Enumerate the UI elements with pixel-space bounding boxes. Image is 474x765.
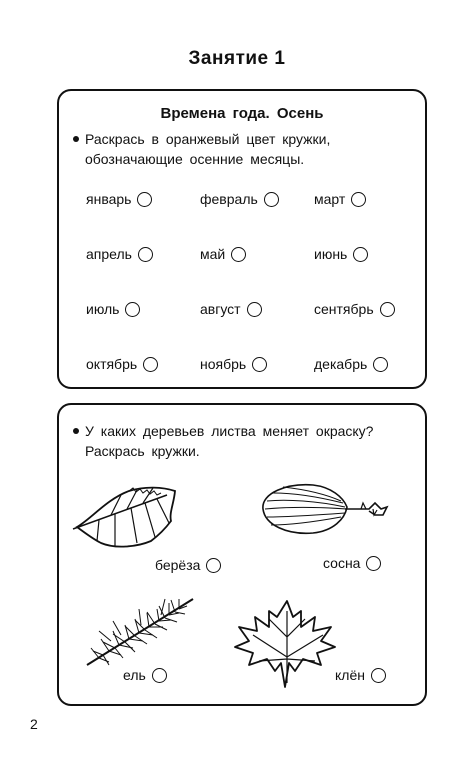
month-label: июнь [314, 246, 348, 262]
maple-leaf-icon [231, 597, 343, 689]
answer-circle[interactable] [143, 357, 158, 372]
month-label: декабрь [314, 356, 368, 372]
answer-circle[interactable] [231, 247, 246, 262]
month-label: март [314, 191, 346, 207]
answer-circle[interactable] [152, 668, 167, 683]
trees-box [57, 403, 427, 706]
answer-circle[interactable] [351, 192, 366, 207]
tree-label: сосна [323, 555, 361, 571]
month-option[interactable] [200, 356, 267, 372]
month-label: октябрь [86, 356, 138, 372]
month-option[interactable] [314, 191, 366, 207]
month-option[interactable] [86, 356, 158, 372]
answer-circle[interactable] [371, 668, 386, 683]
lesson-title: Занятие 1 [188, 48, 286, 69]
task-instruction [73, 421, 413, 461]
section-title: Времена года. Осень [160, 105, 324, 122]
answer-circle[interactable] [125, 302, 140, 317]
birch-leaf-icon [71, 483, 181, 553]
answer-circle[interactable] [252, 357, 267, 372]
month-option[interactable] [314, 246, 368, 262]
tree-option-spruce[interactable] [123, 667, 167, 683]
month-option[interactable] [86, 246, 153, 262]
month-option[interactable] [314, 301, 395, 317]
month-option[interactable] [86, 301, 140, 317]
instruction-text: Раскрась в оранжевый цвет кружки, обозначающие осенние месяцы. [85, 131, 331, 167]
month-label: январь [86, 191, 132, 207]
month-row [86, 191, 426, 246]
month-label: май [200, 246, 226, 262]
month-row [86, 301, 426, 356]
task-instruction [73, 129, 413, 169]
tree-option-pine[interactable] [323, 555, 381, 571]
month-label: февраль [200, 191, 258, 207]
month-label: август [200, 301, 241, 317]
seasons-box [57, 89, 427, 389]
answer-circle[interactable] [264, 192, 279, 207]
instruction-text: У каких деревьев листва меняет окраску? Раскрась кружки. [85, 423, 374, 459]
month-label: апрель [86, 246, 132, 262]
month-option[interactable] [200, 246, 246, 262]
answer-circle[interactable] [137, 192, 152, 207]
answer-circle[interactable] [206, 558, 221, 573]
answer-circle[interactable] [138, 247, 153, 262]
tree-label: ель [123, 667, 146, 683]
bullet-icon [73, 136, 79, 142]
month-option[interactable] [86, 191, 152, 207]
month-option[interactable] [314, 356, 388, 372]
month-label: июль [86, 301, 120, 317]
tree-option-maple[interactable] [335, 667, 386, 683]
months-grid [86, 191, 426, 411]
tree-label: клён [335, 667, 365, 683]
answer-circle[interactable] [353, 247, 368, 262]
month-row [86, 246, 426, 301]
answer-circle[interactable] [247, 302, 262, 317]
pine-branch-icon [257, 479, 397, 539]
answer-circle[interactable] [373, 357, 388, 372]
bullet-icon [73, 428, 79, 434]
spruce-branch-icon [81, 591, 201, 669]
month-label: ноябрь [200, 356, 247, 372]
tree-option-birch[interactable] [155, 557, 221, 573]
answer-circle[interactable] [380, 302, 395, 317]
month-label: сентябрь [314, 301, 374, 317]
tree-label: берёза [155, 557, 201, 573]
page-number: 2 [30, 716, 38, 732]
month-option[interactable] [200, 191, 279, 207]
month-option[interactable] [200, 301, 262, 317]
answer-circle[interactable] [366, 556, 381, 571]
